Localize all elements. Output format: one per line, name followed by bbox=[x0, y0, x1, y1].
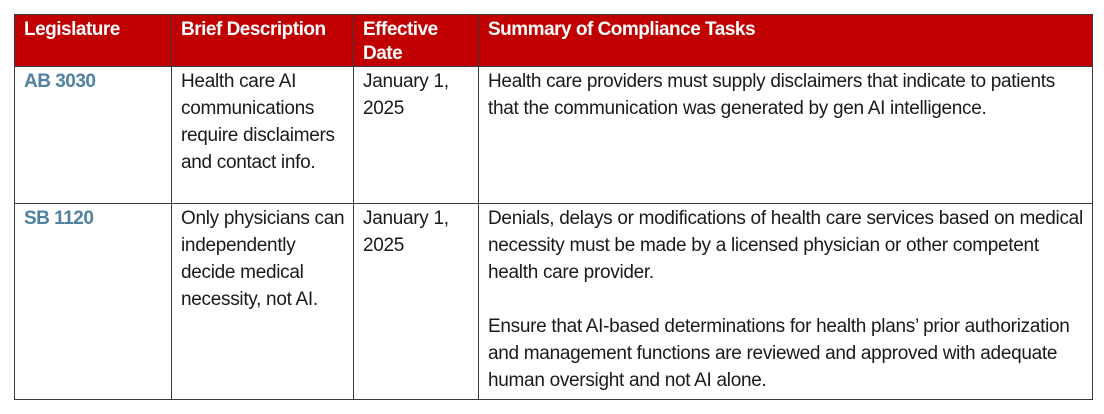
description-cell: Only physicians can independently decide medical necessity, not AI. bbox=[172, 204, 354, 400]
task-paragraph: Denials, delays or modifications of health care services based on medical necessity must be made by a licensed physician or other competent health care provider. bbox=[488, 208, 1083, 283]
compliance-table bbox=[14, 14, 1093, 400]
legislature-cell: SB 1120 bbox=[15, 204, 172, 400]
task-paragraph: Ensure that AI-based determinations for health plans’ prior authorization and management functions are reviewed and approved with adequate human oversight and not AI alone. bbox=[488, 316, 1070, 391]
effective-date-cell: January 1, 2025 bbox=[354, 67, 479, 204]
header-effective-date: Effective Date bbox=[354, 15, 479, 67]
legislature-cell: AB 3030 bbox=[15, 67, 172, 204]
header-legislature: Legislature bbox=[15, 15, 172, 67]
table-row bbox=[15, 204, 1093, 400]
header-row bbox=[15, 15, 1093, 67]
task-paragraph: Health care providers must supply disclaimers that indicate to patients that the communication was generated by gen AI intelligence. bbox=[488, 71, 1055, 119]
table-row bbox=[15, 67, 1093, 204]
description-cell: Health care AI communications require disclaimers and contact info. bbox=[172, 67, 354, 204]
header-brief-description: Brief Description bbox=[172, 15, 354, 67]
tasks-cell bbox=[479, 67, 1093, 204]
effective-date-cell: January 1, 2025 bbox=[354, 204, 479, 400]
header-summary-of-compliance-tasks: Summary of Compliance Tasks bbox=[479, 15, 1093, 67]
compliance-table-container bbox=[14, 14, 1093, 400]
tasks-cell bbox=[479, 204, 1093, 400]
